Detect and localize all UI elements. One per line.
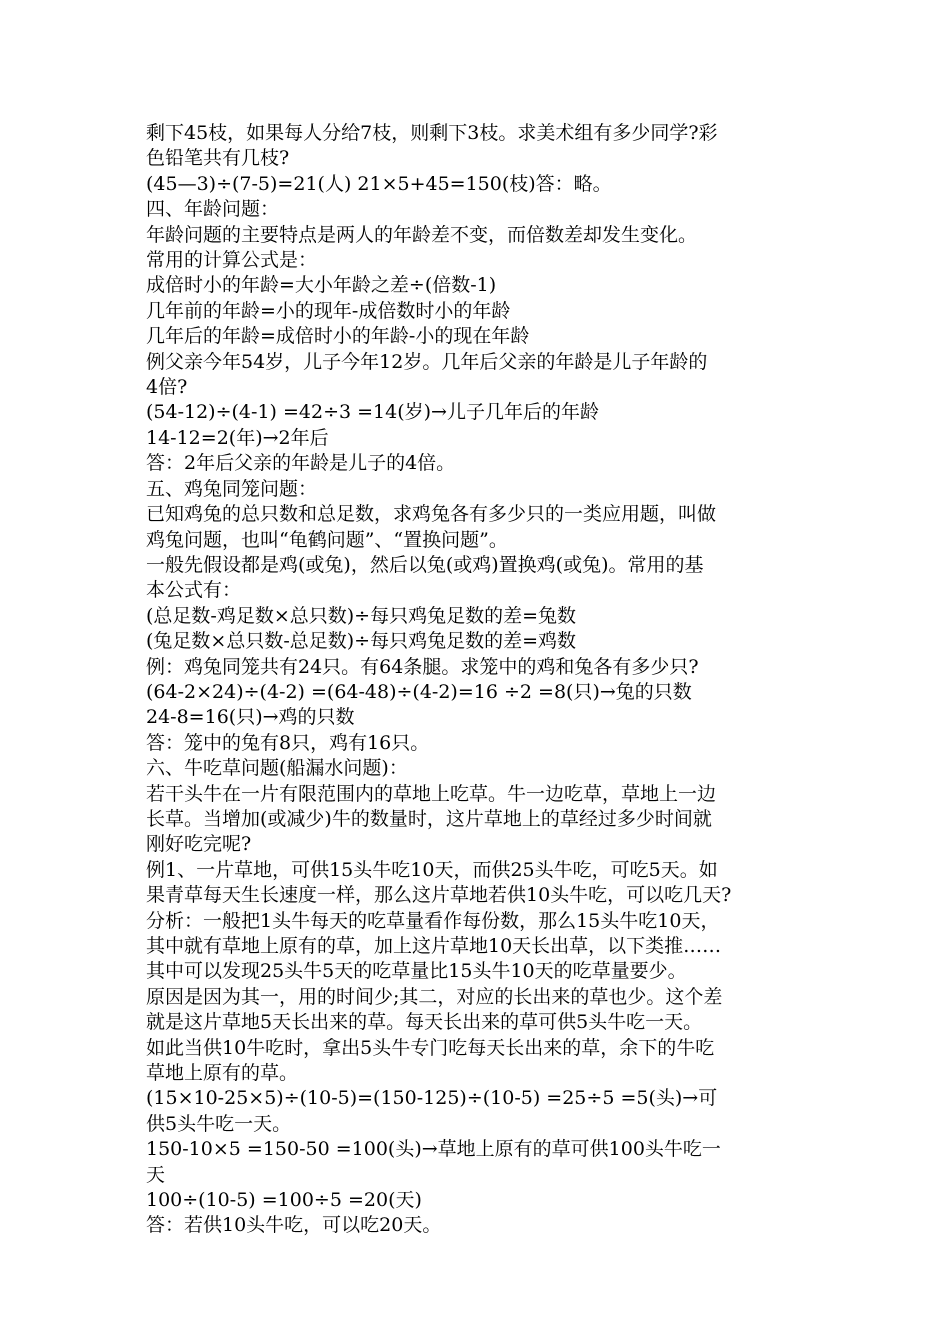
text-line: (54-12)÷(4-1) =42÷3 =14(岁)→儿子几年后的年龄	[146, 401, 599, 424]
text-line: (兔足数×总只数-总足数)÷每只鸡兔足数的差=鸡数	[146, 630, 577, 653]
text-line: 几年前的年龄=小的现年-成倍数时小的年龄	[146, 299, 511, 322]
text-line: (总足数-鸡足数×总只数)÷每只鸡兔足数的差=兔数	[146, 604, 577, 627]
text-line: 果青草每天生长速度一样，那么这片草地若供10头牛吃，可以吃几天?	[146, 884, 732, 907]
text-line: 色铅笔共有几枝?	[146, 147, 290, 170]
text-line: 150-10×5 =150-50 =100(头)→草地上原有的草可供100头牛吃一	[146, 1138, 721, 1161]
text-line: 其中可以发现25头牛5天的吃草量比15头牛10天的吃草量要少。	[146, 960, 687, 983]
text-line: (15×10-25×5)÷(10-5)=(150-125)÷(10-5) =25÷5 =5(头)→可	[146, 1087, 718, 1110]
text-line: 例父亲今年54岁，儿子今年12岁。几年后父亲的年龄是儿子年龄的	[146, 350, 708, 373]
text-line: 14-12=2(年)→2年后	[146, 426, 329, 449]
text-line: 刚好吃完呢?	[146, 833, 252, 856]
text-line: (45—3)÷(7-5)=21(人) 21×5+45=150(枝)答：略。	[146, 172, 612, 195]
text-line: 供5头牛吃一天。	[146, 1112, 292, 1135]
text-line: 例：鸡兔同笼共有24只。有64条腿。求笼中的鸡和兔各有多少只?	[146, 655, 699, 678]
text-line: 分析：一般把1头牛每天的吃草量看作每份数，那么15头牛吃10天，	[146, 909, 720, 932]
text-line: 成倍时小的年龄=大小年龄之差÷(倍数-1)	[146, 274, 497, 297]
text-line: 六、牛吃草问题(船漏水问题)：	[146, 757, 408, 780]
text-line: 答：笼中的兔有8只，鸡有16只。	[146, 731, 430, 754]
text-line: 天	[146, 1163, 166, 1186]
text-line: 答：2年后父亲的年龄是儿子的4倍。	[146, 452, 456, 475]
text-line: 草地上原有的草。	[146, 1062, 299, 1085]
text-line: 24-8=16(只)→鸡的只数	[146, 706, 355, 729]
text-line: 五、鸡兔同笼问题：	[146, 477, 318, 500]
document-text	[146, 121, 816, 1239]
text-line: 本公式有：	[146, 579, 242, 602]
text-line: 已知鸡兔的总只数和总足数，求鸡兔各有多少只的一类应用题，叫做	[146, 503, 717, 526]
text-line: 4倍?	[146, 376, 188, 399]
text-line: 例1、一片草地，可供15头牛吃10天，而供25头牛吃，可吃5天。如	[146, 858, 718, 881]
text-line: 鸡兔问题，也叫“龟鹤问题”、“置换问题”。	[146, 528, 508, 551]
text-line: (64-2×24)÷(4-2) =(64-48)÷(4-2)=16 ÷2 =8(只)→兔的只数	[146, 680, 692, 703]
text-line: 其中就有草地上原有的草，加上这片草地10天长出草，以下类推……	[146, 935, 722, 957]
text-line: 若干头牛在一片有限范围内的草地上吃草。牛一边吃草，草地上一边	[146, 782, 717, 805]
text-line: 就是这片草地5天长出来的草。每天长出来的草可供5头牛吃一天。	[146, 1011, 703, 1034]
text-line: 几年后的年龄=成倍时小的年龄-小的现在年龄	[146, 325, 530, 348]
text-line: 一般先假设都是鸡(或兔)，然后以兔(或鸡)置换鸡(或兔)。常用的基	[146, 553, 704, 576]
text-line: 剩下45枝，如果每人分给7枝，则剩下3枝。求美术组有多少同学?彩	[146, 122, 718, 144]
text-line: 如此当供10牛吃时，拿出5头牛专门吃每天长出来的草，余下的牛吃	[146, 1036, 715, 1059]
text-line: 长草。当增加(或减少)牛的数量时，这片草地上的草经过多少时间就	[146, 807, 712, 830]
text-line: 四、年龄问题：	[146, 198, 280, 221]
text-line: 年龄问题的主要特点是两人的年龄差不变，而倍数差却发生变化。	[146, 223, 698, 246]
text-line: 常用的计算公式是：	[146, 249, 318, 272]
text-line: 答：若供10头牛吃，可以吃20天。	[146, 1214, 442, 1237]
text-line: 原因是因为其一，用的时间少;其二，对应的长出来的草也少。这个差	[146, 985, 723, 1008]
text-line: 100÷(10-5) =100÷5 =20(天)	[146, 1189, 422, 1212]
